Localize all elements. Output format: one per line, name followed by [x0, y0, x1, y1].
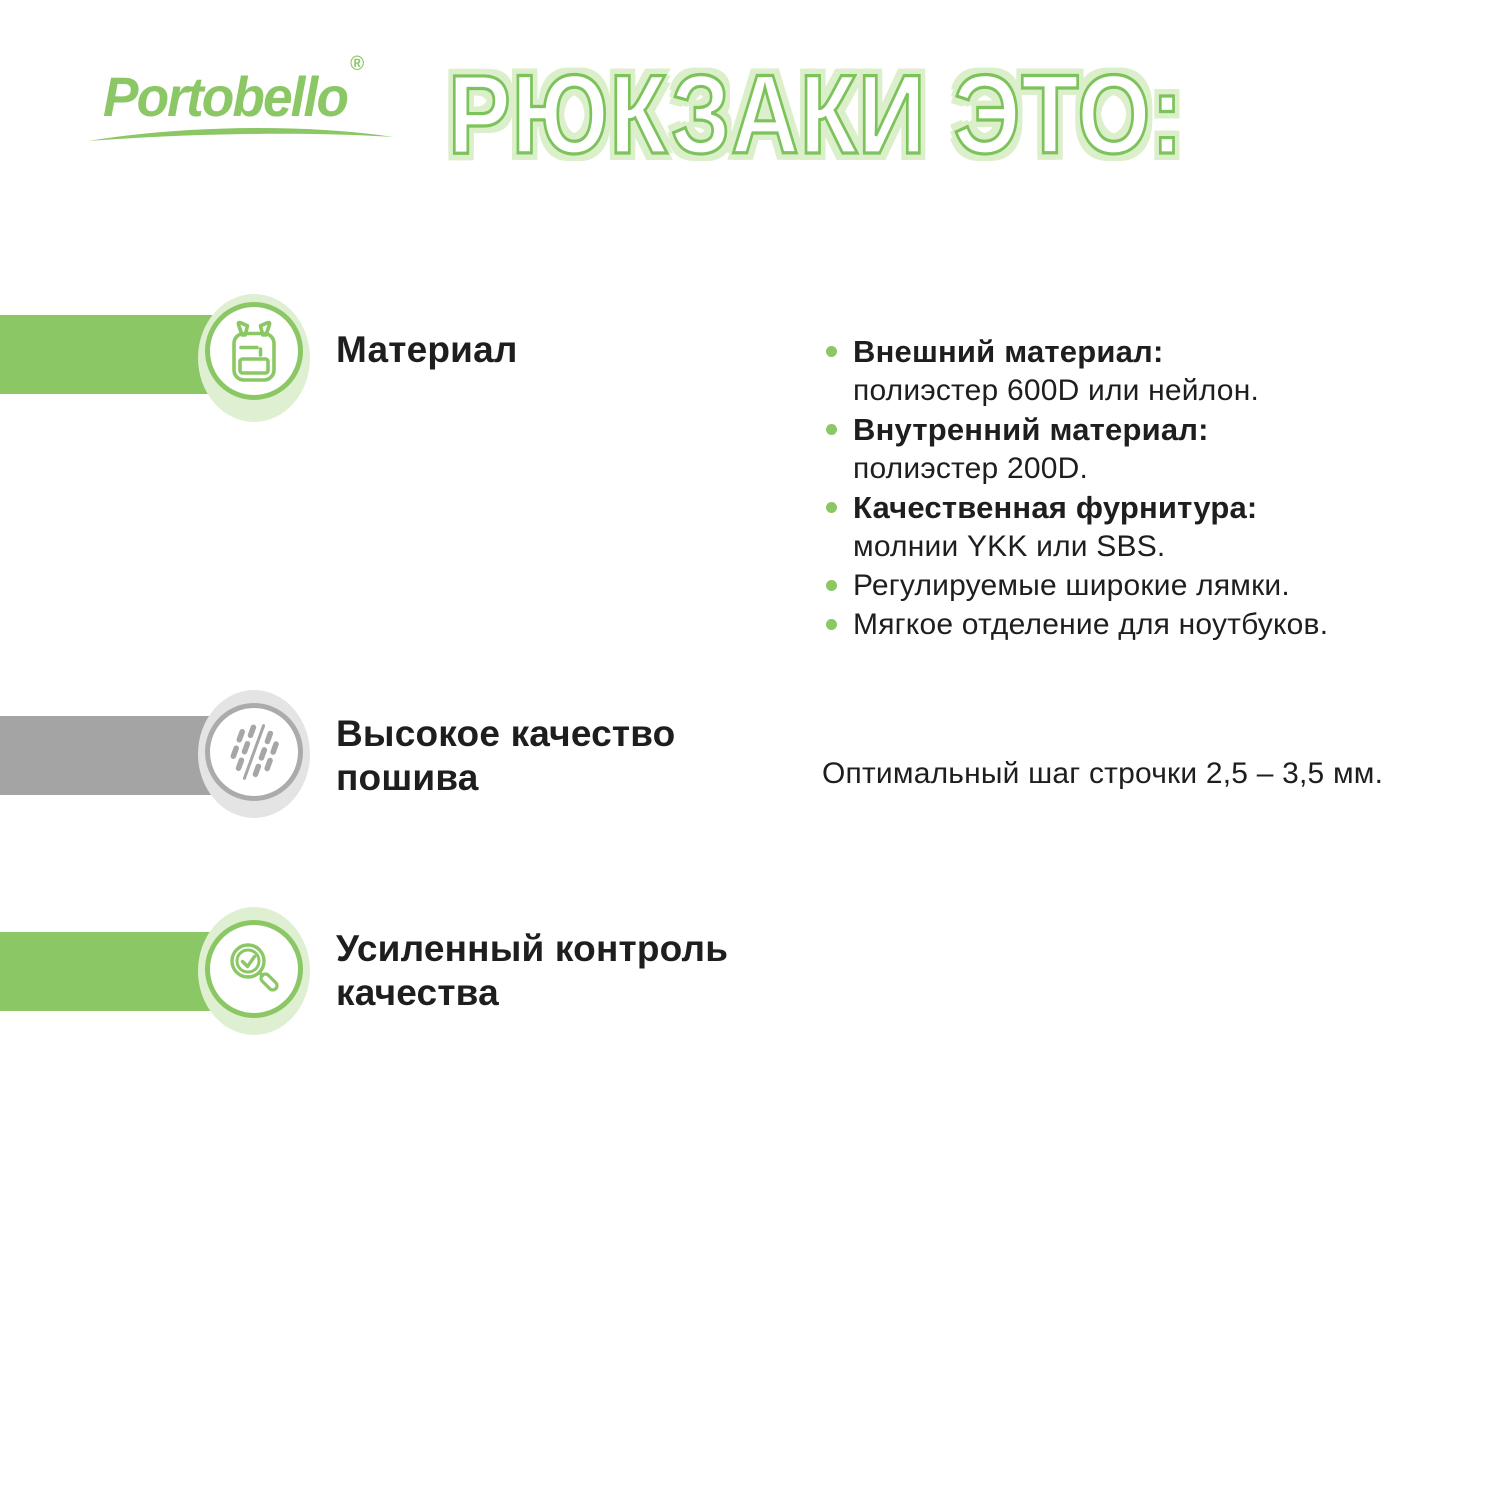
- brand-logo: [103, 53, 413, 164]
- section-bar-quality-control: [0, 932, 212, 1011]
- bullet-dot: [826, 580, 837, 591]
- section-bar-material: [0, 315, 212, 394]
- bullet-text: [853, 410, 1209, 488]
- bullet-dot: [826, 619, 837, 630]
- bullet-regular: полиэстер 200D.: [853, 452, 1089, 485]
- bullet-text: Мягкое отделение для ноутбуков.: [853, 608, 1329, 641]
- registered-mark: ®: [349, 53, 364, 76]
- stitching-icon: [223, 721, 285, 783]
- heading-line: качества: [336, 972, 499, 1013]
- logo-swoosh-icon: [87, 124, 399, 144]
- page-title: РЮКЗАКИ ЭТО:: [448, 52, 1184, 177]
- bullet-dot: [826, 502, 837, 513]
- heading-line: Усиленный контроль: [336, 928, 729, 969]
- heading-line: пошива: [336, 757, 479, 798]
- heading-line: Материал: [336, 329, 518, 370]
- bullet-bold: Внутренний материал:: [853, 412, 1209, 447]
- sewing-note: Оптимальный шаг строчки 2,5 – 3,5 мм.: [822, 757, 1384, 790]
- magnifier-check-icon: [223, 938, 285, 1000]
- list-item: [820, 566, 1328, 605]
- bullet-text: Регулируемые широкие лямки.: [853, 569, 1290, 602]
- bullet-regular: молнии YKK или SBS.: [853, 530, 1166, 563]
- list-item: [820, 332, 1328, 410]
- section-heading-quality-control: [336, 927, 728, 1015]
- bullet-bold: Качественная фурнитура:: [853, 490, 1258, 525]
- brand-name-text: Portobello: [103, 65, 348, 128]
- bullet-regular: полиэстер 600D или нейлон.: [853, 374, 1259, 407]
- section-heading-sewing: [336, 712, 676, 800]
- section-heading-material: [336, 328, 518, 372]
- bullet-bold: Внешний материал:: [853, 334, 1164, 369]
- section-icon-circle-quality-control: [205, 920, 303, 1018]
- section-icon-circle-material: [205, 302, 303, 400]
- list-item: [820, 488, 1328, 566]
- section-bar-sewing: [0, 716, 212, 795]
- heading-line: Высокое качество: [336, 713, 676, 754]
- bullet-text: [853, 332, 1259, 410]
- bullet-dot: [826, 424, 837, 435]
- list-item: [820, 410, 1328, 488]
- material-bullet-list: [820, 332, 1328, 644]
- brand-name: [103, 53, 398, 129]
- bullet-text: [853, 488, 1257, 566]
- bullet-dot: [826, 346, 837, 357]
- backpack-icon: [224, 318, 284, 384]
- section-icon-circle-sewing: [205, 703, 303, 801]
- list-item: [820, 605, 1328, 644]
